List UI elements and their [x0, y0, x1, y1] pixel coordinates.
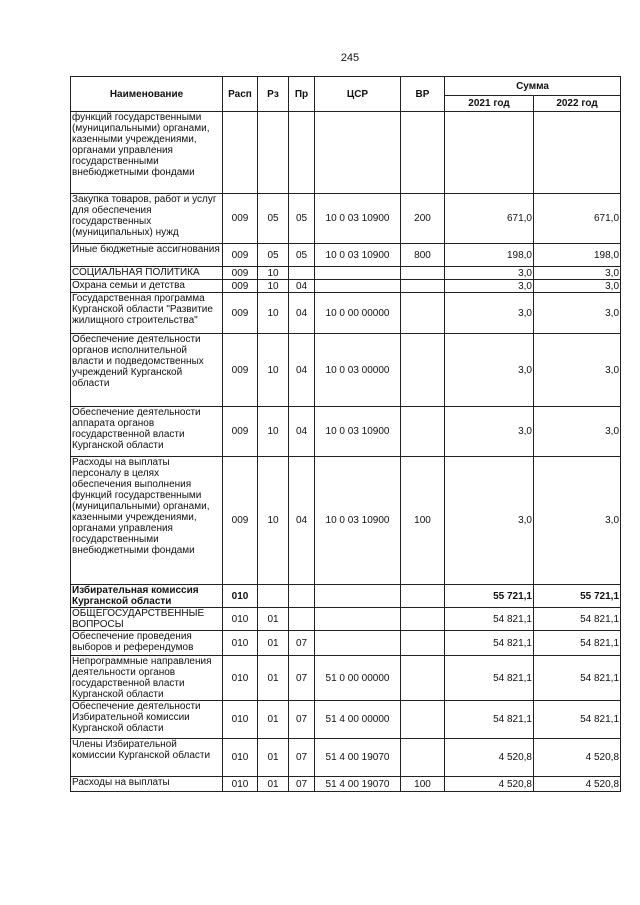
rasp-cell [223, 112, 258, 194]
sum-2021-cell: 3,0 [445, 457, 534, 585]
csr-cell [315, 280, 401, 293]
name-cell: Закупка товаров, работ и услуг для обеспечения государственных (муниципальных) нужд [71, 194, 223, 244]
pr-cell: 05 [289, 244, 315, 267]
rasp-cell: 010 [223, 777, 258, 792]
table-row [71, 112, 621, 194]
name-cell: Охрана семьи и детства [71, 280, 223, 293]
sum-2021-cell: 671,0 [445, 194, 534, 244]
pr-cell: 07 [289, 656, 315, 701]
page-number: 245 [340, 52, 360, 64]
pr-cell: 04 [289, 334, 315, 407]
sum-2021-cell: 54 821,1 [445, 701, 534, 739]
header-sum: Сумма [445, 77, 621, 96]
vr-cell [401, 334, 445, 407]
sum-2022-cell [534, 112, 621, 194]
rasp-cell: 010 [223, 585, 258, 608]
table-row [71, 701, 621, 739]
rasp-cell: 010 [223, 608, 258, 631]
name-cell: Расходы на выплаты [71, 777, 223, 792]
sum-2021-cell: 3,0 [445, 267, 534, 280]
sum-2022-cell: 55 721,1 [534, 585, 621, 608]
rasp-cell: 010 [223, 739, 258, 777]
vr-cell [401, 739, 445, 777]
sum-2022-cell: 3,0 [534, 407, 621, 457]
sum-2022-cell: 4 520,8 [534, 777, 621, 792]
sum-2022-cell: 54 821,1 [534, 631, 621, 656]
vr-cell [401, 656, 445, 701]
table-row [71, 280, 621, 293]
sum-2022-cell: 54 821,1 [534, 656, 621, 701]
rz-cell: 05 [258, 194, 289, 244]
sum-2022-cell: 3,0 [534, 267, 621, 280]
budget-table [70, 76, 621, 792]
sum-2021-cell: 54 821,1 [445, 656, 534, 701]
sum-2022-cell: 4 520,8 [534, 739, 621, 777]
name-cell: Обеспечение деятельности аппарата органов государственной власти Курганской области [71, 407, 223, 457]
table-row [71, 334, 621, 407]
csr-cell [315, 585, 401, 608]
name-cell: Члены Избирательной комиссии Курганской области [71, 739, 223, 777]
csr-cell: 10 0 03 10900 [315, 244, 401, 267]
pr-cell: 04 [289, 457, 315, 585]
pr-cell: 07 [289, 701, 315, 739]
header-rz: Рз [258, 77, 289, 112]
pr-cell: 07 [289, 739, 315, 777]
vr-cell [401, 293, 445, 334]
pr-cell: 05 [289, 194, 315, 244]
pr-cell: 04 [289, 293, 315, 334]
table-row [71, 457, 621, 585]
table-row [71, 777, 621, 792]
rz-cell [258, 112, 289, 194]
vr-cell [401, 608, 445, 631]
name-cell: Обеспечение деятельности Избирательной комиссии Курганской области [71, 701, 223, 739]
pr-cell [289, 267, 315, 280]
name-cell: Обеспечение проведения выборов и референдумов [71, 631, 223, 656]
rz-cell: 10 [258, 280, 289, 293]
rz-cell: 10 [258, 267, 289, 280]
sum-2022-cell: 3,0 [534, 334, 621, 407]
sum-2022-cell: 3,0 [534, 457, 621, 585]
rz-cell: 10 [258, 334, 289, 407]
vr-cell: 100 [401, 777, 445, 792]
sum-2022-cell: 54 821,1 [534, 608, 621, 631]
table-row [71, 631, 621, 656]
sum-2021-cell: 198,0 [445, 244, 534, 267]
table-body [71, 112, 621, 792]
pr-cell: 07 [289, 777, 315, 792]
sum-2021-cell: 4 520,8 [445, 739, 534, 777]
sum-2021-cell: 54 821,1 [445, 631, 534, 656]
rasp-cell: 010 [223, 631, 258, 656]
vr-cell [401, 267, 445, 280]
csr-cell: 10 0 03 00000 [315, 334, 401, 407]
vr-cell [401, 701, 445, 739]
table-row [71, 585, 621, 608]
vr-cell [401, 112, 445, 194]
name-cell: ОБЩЕГОСУДАРСТВЕННЫЕ ВОПРОСЫ [71, 608, 223, 631]
rasp-cell: 010 [223, 656, 258, 701]
name-cell: СОЦИАЛЬНАЯ ПОЛИТИКА [71, 267, 223, 280]
header-2021: 2021 год [445, 96, 534, 112]
table-row [71, 267, 621, 280]
vr-cell [401, 407, 445, 457]
pr-cell: 07 [289, 631, 315, 656]
csr-cell: 51 0 00 00000 [315, 656, 401, 701]
rz-cell: 01 [258, 608, 289, 631]
pr-cell [289, 585, 315, 608]
rz-cell: 01 [258, 777, 289, 792]
name-cell: Обеспечение деятельности органов исполнительной власти и подведомственных учреждений Курганской области [71, 334, 223, 407]
csr-cell [315, 267, 401, 280]
header-name: Наименование [71, 77, 223, 112]
table-row [71, 293, 621, 334]
sum-2021-cell: 3,0 [445, 334, 534, 407]
sum-2022-cell: 54 821,1 [534, 701, 621, 739]
name-cell: Государственная программа Курганской области "Развитие жилищного строительства" [71, 293, 223, 334]
csr-cell: 10 0 03 10900 [315, 457, 401, 585]
rasp-cell: 009 [223, 244, 258, 267]
sum-2022-cell: 3,0 [534, 293, 621, 334]
rasp-cell: 009 [223, 267, 258, 280]
sum-2021-cell: 3,0 [445, 407, 534, 457]
rz-cell: 05 [258, 244, 289, 267]
pr-cell: 04 [289, 280, 315, 293]
header-2022: 2022 год [534, 96, 621, 112]
vr-cell [401, 585, 445, 608]
csr-cell: 51 4 00 19070 [315, 739, 401, 777]
name-cell: Непрограммные направления деятельности органов государственной власти Курганской области [71, 656, 223, 701]
header-vr: ВР [401, 77, 445, 112]
name-cell: Иные бюджетные ассигнования [71, 244, 223, 267]
rz-cell: 10 [258, 457, 289, 585]
header-rasp: Расп [223, 77, 258, 112]
pr-cell [289, 608, 315, 631]
header-csr: ЦСР [315, 77, 401, 112]
rasp-cell: 009 [223, 293, 258, 334]
table-row [71, 608, 621, 631]
rasp-cell: 009 [223, 334, 258, 407]
sum-2021-cell: 55 721,1 [445, 585, 534, 608]
rz-cell: 01 [258, 701, 289, 739]
sum-2021-cell: 3,0 [445, 293, 534, 334]
rasp-cell: 009 [223, 280, 258, 293]
rz-cell: 01 [258, 739, 289, 777]
rasp-cell: 009 [223, 194, 258, 244]
vr-cell: 100 [401, 457, 445, 585]
rasp-cell: 010 [223, 701, 258, 739]
csr-cell [315, 608, 401, 631]
pr-cell [289, 112, 315, 194]
table-row [71, 656, 621, 701]
csr-cell [315, 112, 401, 194]
name-cell: Расходы на выплаты персоналу в целях обеспечения выполнения функций государственными (муниципальными) органами, казенными учреждениями, органами управления государственными внебюджетными фондами [71, 457, 223, 585]
sum-2021-cell [445, 112, 534, 194]
rasp-cell: 009 [223, 407, 258, 457]
csr-cell: 51 4 00 19070 [315, 777, 401, 792]
pr-cell: 04 [289, 407, 315, 457]
table-row [71, 244, 621, 267]
sum-2022-cell: 671,0 [534, 194, 621, 244]
csr-cell: 10 0 03 10900 [315, 194, 401, 244]
vr-cell: 200 [401, 194, 445, 244]
header-pr: Пр [289, 77, 315, 112]
sum-2022-cell: 3,0 [534, 280, 621, 293]
rz-cell: 01 [258, 656, 289, 701]
sum-2021-cell: 54 821,1 [445, 608, 534, 631]
vr-cell [401, 280, 445, 293]
sum-2021-cell: 4 520,8 [445, 777, 534, 792]
vr-cell [401, 631, 445, 656]
csr-cell: 10 0 03 10900 [315, 407, 401, 457]
csr-cell [315, 631, 401, 656]
table-row [71, 739, 621, 777]
table-row [71, 194, 621, 244]
rz-cell: 01 [258, 631, 289, 656]
rz-cell [258, 585, 289, 608]
name-cell: функций государственными (муниципальными) органами, казенными учреждениями, органами управления государственными внебюджетными фондами [71, 112, 223, 194]
sum-2021-cell: 3,0 [445, 280, 534, 293]
rz-cell: 10 [258, 293, 289, 334]
sum-2022-cell: 198,0 [534, 244, 621, 267]
name-cell: Избирательная комиссия Курганской области [71, 585, 223, 608]
vr-cell: 800 [401, 244, 445, 267]
table-row [71, 407, 621, 457]
csr-cell: 51 4 00 00000 [315, 701, 401, 739]
rz-cell: 10 [258, 407, 289, 457]
csr-cell: 10 0 00 00000 [315, 293, 401, 334]
rasp-cell: 009 [223, 457, 258, 585]
